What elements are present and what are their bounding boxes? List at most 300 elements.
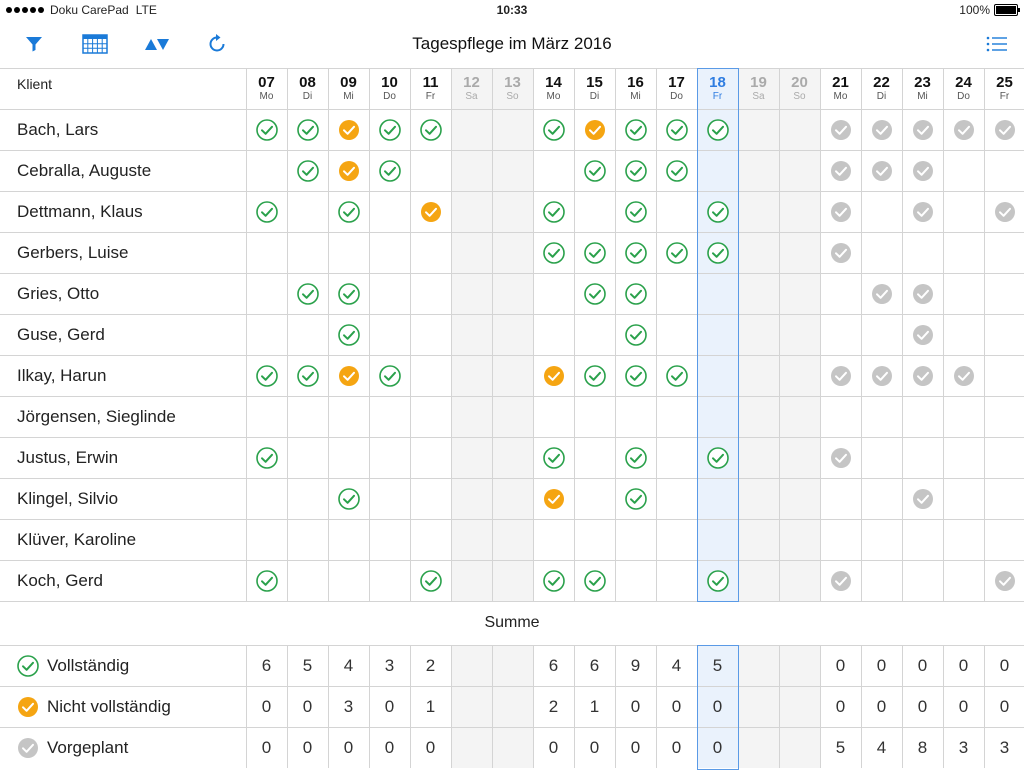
grid-line [328, 68, 329, 601]
attendance-cell[interactable] [533, 273, 574, 314]
attendance-cell[interactable] [246, 273, 287, 314]
day-header[interactable] [697, 68, 738, 109]
client-name[interactable]: Cebralla, Auguste [17, 160, 152, 180]
attendance-cell[interactable] [984, 560, 1024, 601]
attendance-cell[interactable] [328, 109, 369, 150]
attendance-cell[interactable] [246, 478, 287, 519]
attendance-cell[interactable] [410, 355, 451, 396]
attendance-cell[interactable] [779, 109, 820, 150]
attendance-cell[interactable] [697, 355, 738, 396]
attendance-cell[interactable] [820, 109, 861, 150]
attendance-cell[interactable] [369, 314, 410, 355]
attendance-cell[interactable] [328, 560, 369, 601]
attendance-cell[interactable] [533, 478, 574, 519]
attendance-cell[interactable] [451, 437, 492, 478]
attendance-cell[interactable] [697, 478, 738, 519]
attendance-cell[interactable] [943, 109, 984, 150]
attendance-cell[interactable] [410, 150, 451, 191]
attendance-cell[interactable] [943, 150, 984, 191]
day-number: 14 [545, 74, 562, 91]
grid-line [0, 727, 1024, 728]
attendance-cell[interactable] [533, 519, 574, 560]
attendance-cell[interactable] [779, 191, 820, 232]
attendance-cell[interactable] [861, 396, 902, 437]
attendance-cell[interactable] [984, 437, 1024, 478]
attendance-cell[interactable] [328, 314, 369, 355]
attendance-cell[interactable] [820, 396, 861, 437]
attendance-cell[interactable] [779, 150, 820, 191]
planned-check-icon [830, 447, 852, 469]
attendance-cell[interactable] [287, 314, 328, 355]
attendance-cell[interactable] [369, 150, 410, 191]
attendance-cell[interactable] [492, 437, 533, 478]
attendance-cell[interactable] [656, 519, 697, 560]
day-header[interactable] [656, 68, 697, 109]
attendance-cell[interactable] [574, 150, 615, 191]
attendance-cell[interactable] [861, 478, 902, 519]
attendance-cell[interactable] [451, 519, 492, 560]
client-name[interactable]: Ilkay, Harun [17, 365, 107, 385]
attendance-cell[interactable] [369, 478, 410, 519]
client-name[interactable]: Klingel, Silvio [17, 488, 119, 508]
attendance-cell[interactable] [574, 355, 615, 396]
attendance-cell[interactable] [492, 150, 533, 191]
attendance-cell[interactable] [902, 437, 943, 478]
attendance-cell[interactable] [820, 437, 861, 478]
planned-check-icon [912, 283, 934, 305]
attendance-cell[interactable] [738, 232, 779, 273]
attendance-cell[interactable] [328, 478, 369, 519]
attendance-cell[interactable] [615, 150, 656, 191]
attendance-cell[interactable] [656, 109, 697, 150]
attendance-cell[interactable] [984, 191, 1024, 232]
attendance-cell[interactable] [369, 396, 410, 437]
attendance-cell[interactable] [533, 396, 574, 437]
attendance-cell[interactable] [820, 150, 861, 191]
attendance-cell[interactable] [533, 355, 574, 396]
grid-line [820, 68, 821, 601]
attendance-cell[interactable] [246, 109, 287, 150]
day-header[interactable] [451, 68, 492, 109]
attendance-cell[interactable] [451, 560, 492, 601]
attendance-cell[interactable] [861, 560, 902, 601]
incomplete-check-icon [543, 488, 565, 510]
attendance-cell[interactable] [656, 396, 697, 437]
attendance-cell[interactable] [902, 355, 943, 396]
attendance-cell[interactable] [779, 355, 820, 396]
attendance-cell[interactable] [246, 232, 287, 273]
attendance-cell[interactable] [820, 519, 861, 560]
attendance-cell[interactable] [451, 396, 492, 437]
attendance-cell[interactable] [574, 109, 615, 150]
weekday-label: So [506, 91, 519, 102]
day-header[interactable] [902, 68, 943, 109]
day-header[interactable] [615, 68, 656, 109]
attendance-cell[interactable] [656, 191, 697, 232]
attendance-cell[interactable] [943, 232, 984, 273]
attendance-cell[interactable] [738, 191, 779, 232]
attendance-cell[interactable] [697, 437, 738, 478]
attendance-cell[interactable] [943, 273, 984, 314]
attendance-cell[interactable] [574, 191, 615, 232]
attendance-cell[interactable] [492, 355, 533, 396]
attendance-cell[interactable] [697, 273, 738, 314]
attendance-cell[interactable] [492, 560, 533, 601]
attendance-cell[interactable] [246, 314, 287, 355]
attendance-cell[interactable] [943, 191, 984, 232]
client-name[interactable]: Dettmann, Klaus [17, 201, 143, 221]
attendance-cell[interactable] [820, 273, 861, 314]
attendance-cell[interactable] [943, 437, 984, 478]
grid-line [656, 645, 657, 768]
complete-check-icon [379, 160, 401, 182]
day-header[interactable] [984, 68, 1024, 109]
grid-line [779, 645, 780, 768]
attendance-cell[interactable] [246, 437, 287, 478]
complete-check-icon [666, 365, 688, 387]
attendance-cell[interactable] [246, 150, 287, 191]
attendance-cell[interactable] [615, 396, 656, 437]
planned-check-icon [912, 160, 934, 182]
attendance-cell[interactable] [533, 437, 574, 478]
attendance-cell[interactable] [410, 232, 451, 273]
day-header[interactable] [246, 68, 287, 109]
client-name[interactable]: Koch, Gerd [17, 570, 103, 590]
summary-count: 0 [958, 655, 969, 675]
attendance-cell[interactable] [738, 396, 779, 437]
attendance-cell[interactable] [902, 150, 943, 191]
attendance-cell[interactable] [738, 355, 779, 396]
attendance-cell[interactable] [943, 396, 984, 437]
attendance-cell[interactable] [328, 437, 369, 478]
grid-line [738, 645, 739, 768]
attendance-cell[interactable] [656, 355, 697, 396]
day-number: 21 [832, 74, 849, 91]
day-header[interactable] [369, 68, 410, 109]
attendance-cell[interactable] [287, 437, 328, 478]
attendance-cell[interactable] [533, 150, 574, 191]
attendance-cell[interactable] [861, 273, 902, 314]
attendance-cell[interactable] [820, 314, 861, 355]
attendance-cell[interactable] [492, 273, 533, 314]
attendance-cell[interactable] [984, 232, 1024, 273]
day-header[interactable] [820, 68, 861, 109]
attendance-cell[interactable] [287, 150, 328, 191]
day-number: 07 [258, 74, 275, 91]
attendance-cell[interactable] [451, 109, 492, 150]
attendance-cell[interactable] [492, 396, 533, 437]
attendance-cell[interactable] [492, 191, 533, 232]
attendance-cell[interactable] [738, 273, 779, 314]
attendance-cell[interactable] [861, 109, 902, 150]
attendance-cell[interactable] [902, 273, 943, 314]
attendance-cell[interactable] [697, 150, 738, 191]
attendance-cell[interactable] [574, 437, 615, 478]
attendance-cell[interactable] [410, 478, 451, 519]
attendance-cell[interactable] [451, 314, 492, 355]
day-header[interactable] [287, 68, 328, 109]
attendance-cell[interactable] [943, 478, 984, 519]
attendance-cell[interactable] [861, 150, 902, 191]
client-name[interactable]: Gries, Otto [17, 283, 100, 303]
attendance-cell[interactable] [861, 191, 902, 232]
attendance-cell[interactable] [738, 478, 779, 519]
page-title: Tagespflege im März 2016 [412, 34, 612, 53]
attendance-cell[interactable] [984, 273, 1024, 314]
attendance-cell[interactable] [451, 232, 492, 273]
day-header[interactable] [410, 68, 451, 109]
attendance-cell[interactable] [615, 232, 656, 273]
attendance-cell[interactable] [861, 437, 902, 478]
day-number: 23 [914, 74, 931, 91]
day-header[interactable] [738, 68, 779, 109]
attendance-cell[interactable] [697, 191, 738, 232]
attendance-cell[interactable] [246, 519, 287, 560]
weekday-label: Mo [833, 91, 848, 102]
grid-line [0, 314, 1024, 315]
attendance-cell[interactable] [533, 232, 574, 273]
attendance-cell[interactable] [492, 109, 533, 150]
day-header[interactable] [861, 68, 902, 109]
attendance-cell[interactable] [697, 560, 738, 601]
grid-line [943, 68, 944, 601]
summary-count: 0 [958, 696, 969, 716]
attendance-cell[interactable] [984, 314, 1024, 355]
attendance-cell[interactable] [820, 560, 861, 601]
attendance-cell[interactable] [656, 560, 697, 601]
attendance-cell[interactable] [492, 232, 533, 273]
attendance-cell[interactable] [287, 519, 328, 560]
attendance-cell[interactable] [902, 519, 943, 560]
attendance-cell[interactable] [492, 314, 533, 355]
attendance-cell[interactable] [656, 232, 697, 273]
attendance-cell[interactable] [984, 519, 1024, 560]
attendance-cell[interactable] [984, 150, 1024, 191]
attendance-cell[interactable] [656, 478, 697, 519]
attendance-cell[interactable] [861, 314, 902, 355]
attendance-cell[interactable] [861, 232, 902, 273]
attendance-cell[interactable] [246, 191, 287, 232]
complete-check-icon [625, 160, 647, 182]
day-header[interactable] [533, 68, 574, 109]
attendance-cell[interactable] [287, 355, 328, 396]
attendance-cell[interactable] [697, 396, 738, 437]
attendance-cell[interactable] [943, 560, 984, 601]
attendance-cell[interactable] [287, 109, 328, 150]
attendance-cell[interactable] [410, 109, 451, 150]
attendance-cell[interactable] [943, 519, 984, 560]
attendance-cell[interactable] [779, 519, 820, 560]
attendance-cell[interactable] [779, 273, 820, 314]
attendance-cell[interactable] [615, 273, 656, 314]
attendance-cell[interactable] [738, 150, 779, 191]
attendance-cell[interactable] [451, 273, 492, 314]
attendance-cell[interactable] [738, 109, 779, 150]
attendance-cell[interactable] [656, 314, 697, 355]
attendance-cell[interactable] [697, 314, 738, 355]
attendance-cell[interactable] [369, 560, 410, 601]
attendance-cell[interactable] [328, 191, 369, 232]
client-name[interactable]: Justus, Erwin [17, 447, 119, 467]
attendance-cell[interactable] [779, 478, 820, 519]
attendance-cell[interactable] [984, 109, 1024, 150]
attendance-cell[interactable] [902, 191, 943, 232]
attendance-cell[interactable] [574, 560, 615, 601]
client-name[interactable]: Klüver, Karoline [17, 529, 137, 549]
attendance-cell[interactable] [615, 560, 656, 601]
attendance-cell[interactable] [820, 355, 861, 396]
attendance-cell[interactable] [287, 396, 328, 437]
complete-check-icon [338, 283, 360, 305]
attendance-cell[interactable] [820, 232, 861, 273]
client-name[interactable]: Guse, Gerd [17, 324, 105, 344]
attendance-cell[interactable] [369, 355, 410, 396]
attendance-cell[interactable] [615, 519, 656, 560]
attendance-cell[interactable] [369, 437, 410, 478]
attendance-cell[interactable] [615, 437, 656, 478]
attendance-cell[interactable] [410, 396, 451, 437]
day-header[interactable] [492, 68, 533, 109]
attendance-cell[interactable] [615, 314, 656, 355]
attendance-cell[interactable] [984, 478, 1024, 519]
day-number: 12 [463, 74, 480, 91]
attendance-cell[interactable] [369, 232, 410, 273]
grid-line [492, 645, 493, 768]
attendance-cell[interactable] [779, 396, 820, 437]
grid-line [369, 68, 370, 601]
attendance-cell[interactable] [410, 560, 451, 601]
attendance-cell[interactable] [697, 519, 738, 560]
attendance-cell[interactable] [369, 519, 410, 560]
attendance-cell[interactable] [820, 191, 861, 232]
attendance-cell[interactable] [410, 191, 451, 232]
attendance-cell[interactable] [902, 560, 943, 601]
day-header[interactable] [779, 68, 820, 109]
complete-check-icon [338, 324, 360, 346]
attendance-cell[interactable] [779, 232, 820, 273]
planned-check-icon [830, 242, 852, 264]
attendance-cell[interactable] [410, 437, 451, 478]
attendance-cell[interactable] [943, 355, 984, 396]
attendance-cell[interactable] [861, 355, 902, 396]
attendance-cell[interactable] [369, 109, 410, 150]
attendance-cell[interactable] [287, 273, 328, 314]
attendance-cell[interactable] [697, 232, 738, 273]
attendance-cell[interactable] [410, 519, 451, 560]
attendance-cell[interactable] [902, 232, 943, 273]
attendance-cell[interactable] [574, 314, 615, 355]
attendance-cell[interactable] [820, 478, 861, 519]
day-header[interactable] [943, 68, 984, 109]
attendance-cell[interactable] [738, 560, 779, 601]
attendance-cell[interactable] [902, 478, 943, 519]
attendance-cell[interactable] [615, 355, 656, 396]
attendance-cell[interactable] [246, 355, 287, 396]
attendance-cell[interactable] [246, 396, 287, 437]
attendance-cell[interactable] [574, 519, 615, 560]
attendance-cell[interactable] [738, 519, 779, 560]
attendance-cell[interactable] [492, 478, 533, 519]
attendance-cell[interactable] [902, 396, 943, 437]
attendance-cell[interactable] [287, 232, 328, 273]
attendance-cell[interactable] [943, 314, 984, 355]
attendance-cell[interactable] [328, 232, 369, 273]
attendance-cell[interactable] [533, 560, 574, 601]
attendance-cell[interactable] [369, 191, 410, 232]
attendance-cell[interactable] [574, 273, 615, 314]
attendance-cell[interactable] [533, 191, 574, 232]
attendance-cell[interactable] [328, 150, 369, 191]
planned-check-icon [830, 160, 852, 182]
day-number: 18 [709, 74, 726, 91]
attendance-cell[interactable] [451, 191, 492, 232]
attendance-cell[interactable] [533, 314, 574, 355]
attendance-cell[interactable] [328, 396, 369, 437]
attendance-cell[interactable] [451, 478, 492, 519]
attendance-cell[interactable] [328, 273, 369, 314]
attendance-cell[interactable] [615, 191, 656, 232]
attendance-cell[interactable] [984, 355, 1024, 396]
attendance-cell[interactable] [984, 396, 1024, 437]
attendance-cell[interactable] [287, 478, 328, 519]
attendance-cell[interactable] [738, 437, 779, 478]
attendance-cell[interactable] [410, 314, 451, 355]
attendance-cell[interactable] [779, 437, 820, 478]
attendance-cell[interactable] [738, 314, 779, 355]
attendance-cell[interactable] [902, 314, 943, 355]
attendance-cell[interactable] [656, 150, 697, 191]
client-name[interactable]: Jörgensen, Sieglinde [17, 406, 176, 426]
grid-line [0, 519, 1024, 520]
attendance-cell[interactable] [615, 478, 656, 519]
attendance-cell[interactable] [492, 519, 533, 560]
attendance-cell[interactable] [615, 109, 656, 150]
attendance-cell[interactable] [533, 109, 574, 150]
attendance-cell[interactable] [779, 560, 820, 601]
attendance-cell[interactable] [574, 478, 615, 519]
attendance-cell[interactable] [287, 191, 328, 232]
grid-line [943, 645, 944, 768]
attendance-cell[interactable] [246, 560, 287, 601]
day-number: 25 [996, 74, 1013, 91]
day-header[interactable] [574, 68, 615, 109]
attendance-cell[interactable] [410, 273, 451, 314]
day-header[interactable] [328, 68, 369, 109]
attendance-cell[interactable] [369, 273, 410, 314]
attendance-cell[interactable] [287, 560, 328, 601]
complete-check-icon [625, 365, 647, 387]
weekday-label: Fr [999, 91, 1010, 102]
grid-line [0, 560, 1024, 561]
complete-check-icon [338, 488, 360, 510]
client-name[interactable]: Bach, Lars [17, 119, 99, 139]
attendance-cell[interactable] [328, 519, 369, 560]
attendance-cell[interactable] [574, 396, 615, 437]
attendance-cell[interactable] [451, 355, 492, 396]
attendance-cell[interactable] [656, 273, 697, 314]
client-name[interactable]: Gerbers, Luise [17, 242, 129, 262]
attendance-cell[interactable] [779, 314, 820, 355]
attendance-cell[interactable] [574, 232, 615, 273]
attendance-cell[interactable] [656, 437, 697, 478]
list-view-button[interactable] [980, 30, 1014, 58]
attendance-cell[interactable] [697, 109, 738, 150]
attendance-cell[interactable] [328, 355, 369, 396]
attendance-cell[interactable] [902, 109, 943, 150]
summary-count: 0 [302, 737, 313, 757]
attendance-cell[interactable] [861, 519, 902, 560]
attendance-cell[interactable] [451, 150, 492, 191]
